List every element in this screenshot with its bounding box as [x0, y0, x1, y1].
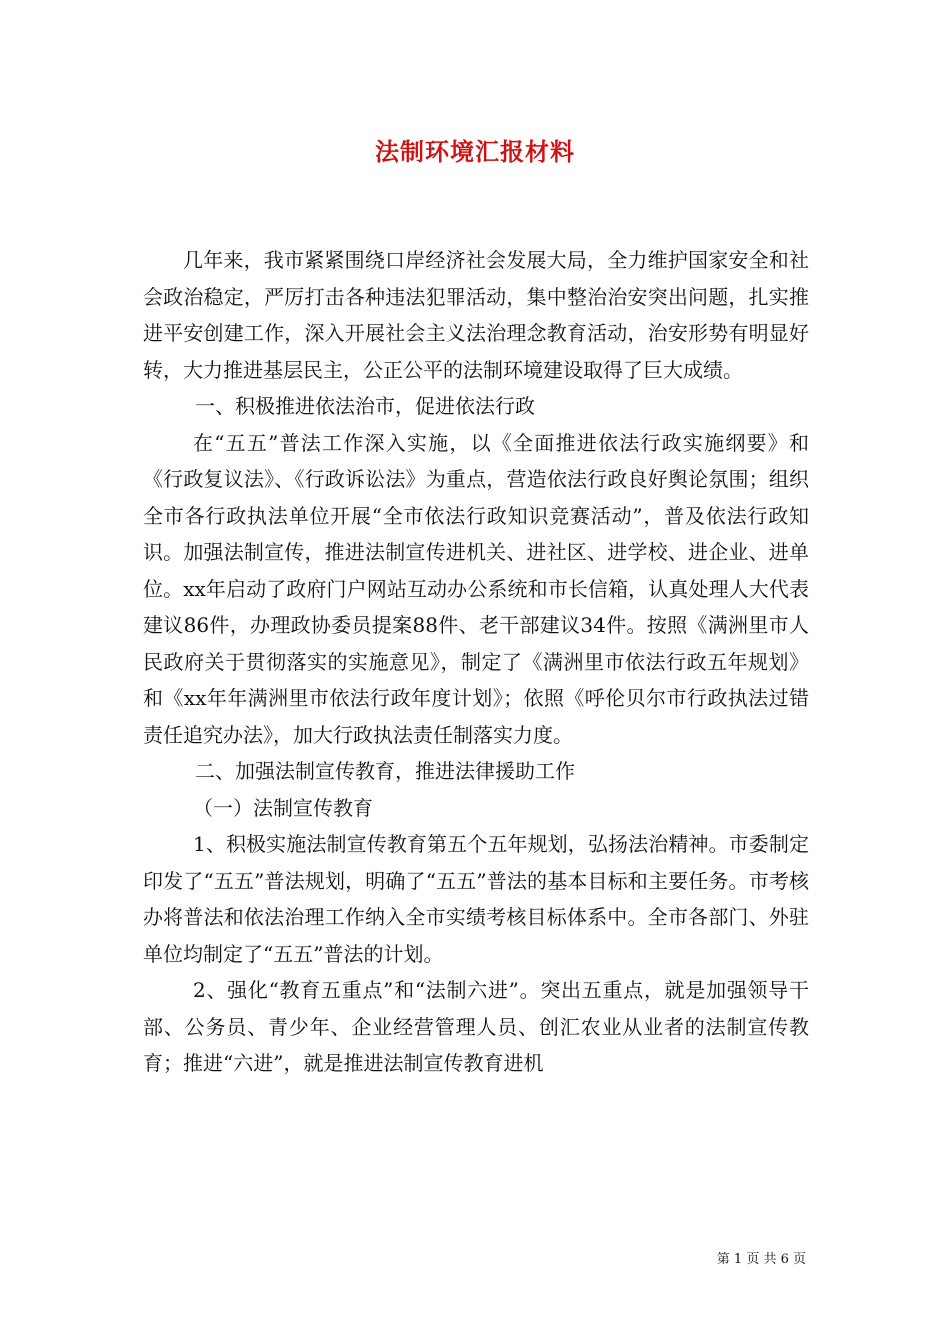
- section-heading-2: 二、加强法制宣传教育，推进法律援助工作: [195, 759, 575, 783]
- paragraph-item-2: 2、强化“教育五重点”和“法制六进”。突出五重点，就是加强领导干部、公务员、青少年、企业经营管理人员、创汇农业从业者的法制宣传教育；推进“六进”，就是推进法制宣传教育进机: [143, 978, 809, 1075]
- paragraph-section-1: 在“五五”普法工作深入实施，以《全面推进依法行政实施纲要》和《行政复议法》、《行政诉讼法》为重点，营造依法行政良好舆论氛围；组织全市各行政执法单位开展“全市依法行政知识竞赛活动”，普及依法行政知识。加强法制宣传，推进法制宣传进机关、进社区、进学校、进企业、进单位。xx年启动了政府门户网站互动办公系统和市长信箱，认真处理人大代表建议86件，办理政协委员提案88件、老干部建议34件。按照《满洲里市人民政府关于贯彻落实的实施意见》，制定了《满洲里市依法行政五年规划》和《xx年年满洲里市依法行政年度计划》；依照《呼伦贝尔市行政执法过错责任追究办法》，加大行政执法责任制落实力度。: [143, 430, 809, 747]
- paragraph-intro: 几年来，我市紧紧围绕口岸经济社会发展大局，全力维护国家安全和社会政治稳定，严厉打击各种违法犯罪活动，集中整治治安突出问题，扎实推进平安创建工作，深入开展社会主义法治理念教育活动，治安形势有明显好转，大力推进基层民主，公正公平的法制环境建设取得了巨大成绩。: [143, 248, 809, 382]
- section-heading-1: 一、积极推进依法治市，促进依法行政: [195, 394, 535, 418]
- document-body: [143, 242, 809, 1082]
- document-title: 法制环境汇报材料: [375, 137, 575, 166]
- paragraph-item-1: 1、积极实施法制宣传教育第五个五年规划，弘扬法治精神。市委制定印发了“五五”普法规划，明确了“五五”普法的基本目标和主要任务。市考核办将普法和依法治理工作纳入全市实绩考核目标体系中。全市各部门、外驻单位均制定了“五五”普法的计划。: [143, 832, 809, 966]
- page-number-footer: 第 1 页 共 6 页: [716, 1252, 806, 1267]
- subsection-heading-1: （一）法制宣传教育: [193, 795, 373, 820]
